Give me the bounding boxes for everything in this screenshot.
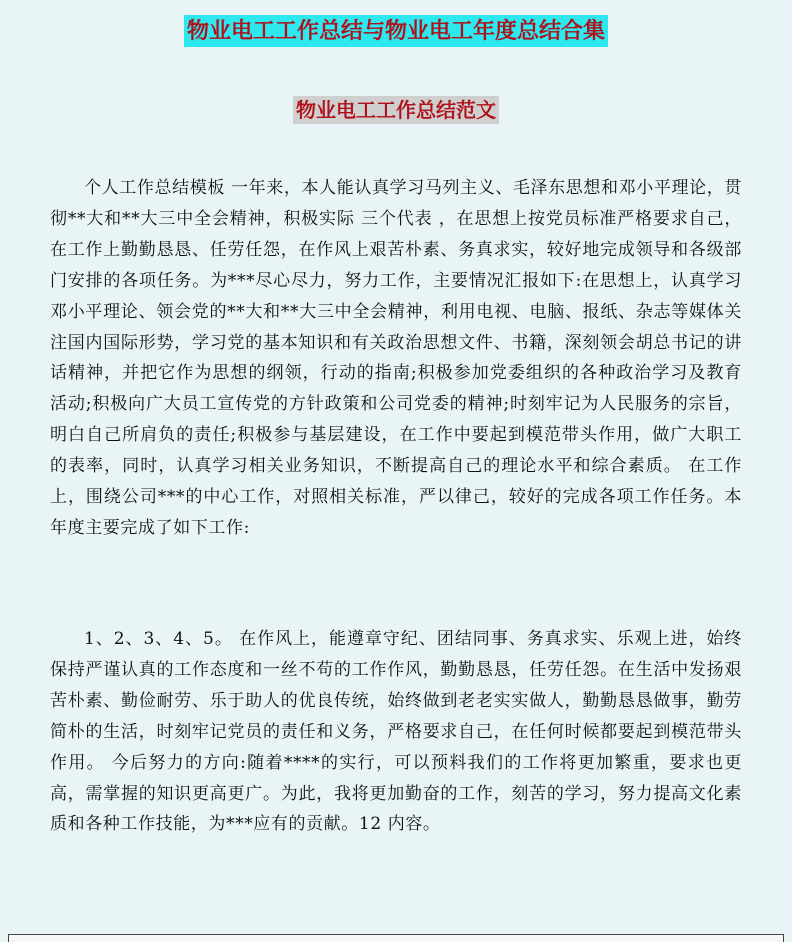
- body-paragraph-1: 个人工作总结模板 一年来，本人能认真学习马列主义、毛泽东思想和邓小平理论，贯彻**大和**大三中全会精神，积极实际 三个代表 ，在思想上按党员标准严格要求自己，在工作上勤勤恳恳、任劳任怨，在作风上艰苦朴素、务真求实，较好地完成领导和各级部门安排的各项任务。为***尽心尽力，努力工作，主要情况汇报如下:在思想上，认真学习邓小平理论、领会党的**大和**大三中全会精神，利用电视、电脑、报纸、杂志等媒体关注国内国际形势，学习党的基本知识和有关政治思想文件、书籍，深刻领会胡总书记的讲话精神，并把它作为思想的纲领，行动的指南;积极参加党委组织的各种政治学习及教育活动;积极向广大员工宣传党的方针政策和公司党委的精神;时刻牢记为人民服务的宗旨，明白自己所肩负的责任;积极参与基层建设，在工作中要起到模范带头作用，做广大职工的表率，同时，认真学习相关业务知识，不断提高自己的理论水平和综合素质。 在工作上，围绕公司***的中心工作，对照相关标准，严以律己，较好的完成各项工作任务。本年度主要完成了如下工作:: [50, 178, 742, 538]
- next-page-edge: [8, 934, 784, 942]
- body-paragraph-2: 1、2、3、4、5。 在作风上，能遵章守纪、团结同事、务真求实、乐观上进，始终保持严谨认真的工作态度和一丝不苟的工作作风，勤勤恳恳，任劳任怨。在生活中发扬艰苦朴素、勤俭耐劳、乐于助人的优良传统，始终做到老老实实做人，勤勤恳恳做事，勤劳简朴的生活，时刻牢记党员的责任和义务，严格要求自己，在任何时候都要起到模范带头作用。 今后努力的方向:随着****的实行，可以预料我们的工作将更加繁重，要求也更高，需掌握的知识更高更广。为此，我将更加勤奋的工作，刻苦的学习，努力提高文化素质和各种工作技能，为***应有的贡献。12 内容。: [50, 629, 742, 835]
- document-title-text: 物业电工工作总结与物业电工年度总结合集: [184, 15, 608, 47]
- section-title-text: 物业电工工作总结范文: [293, 96, 499, 124]
- document-title: [0, 8, 792, 47]
- section-title: [0, 94, 792, 124]
